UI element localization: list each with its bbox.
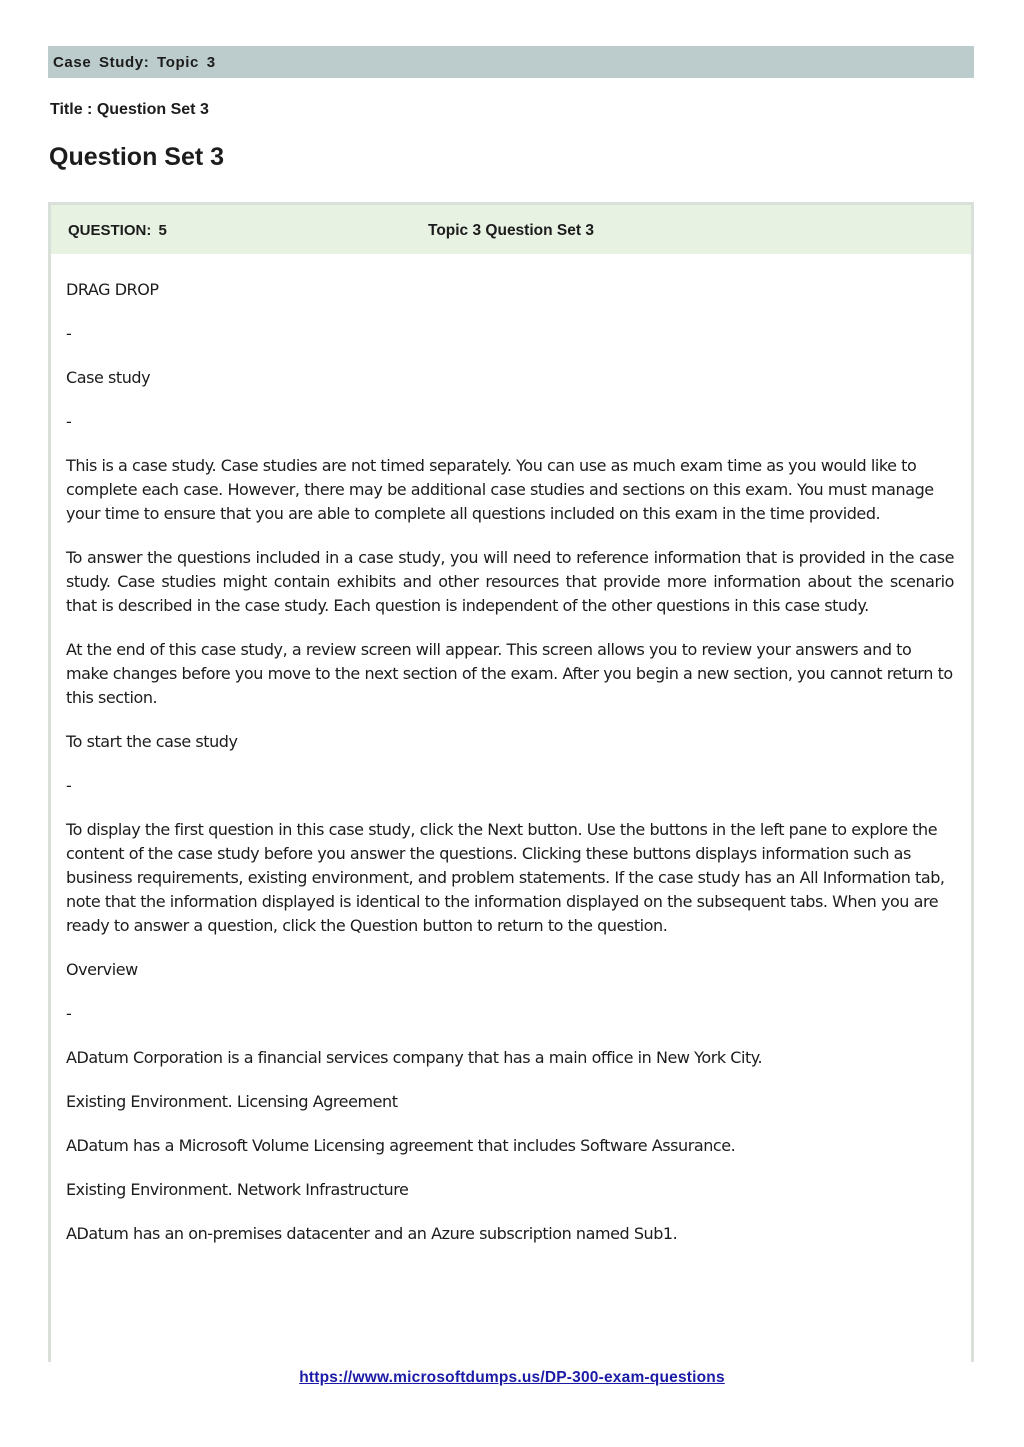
question-number: QUESTION: 5: [68, 222, 167, 239]
paragraph-case-study: Case study: [66, 368, 151, 387]
paragraph-overview-heading: Overview: [66, 960, 138, 979]
question-topic: Topic 3 Question Set 3: [428, 222, 594, 239]
paragraph-licensing: ADatum has a Microsoft Volume Licensing agreement that includes Software Assurance.: [66, 1136, 736, 1155]
paragraph-intro: This is a case study. Case studies are not timed separately. You can use as much exam time as you would like to complete each case. However, there may be additional case studies and sections on this exam. You must manage your time to ensure that you are able to complete all questions included on this exam in the time provided.: [66, 456, 934, 523]
paragraph-start-heading: To start the case study: [66, 732, 238, 751]
footer-link[interactable]: https://www.microsoftdumps.us/DP-300-exam-questions: [299, 1369, 725, 1386]
paragraph-licensing-heading: Existing Environment. Licensing Agreement: [66, 1092, 398, 1111]
paragraph-separator: -: [66, 1004, 72, 1023]
title-line: Title : Question Set 3: [50, 101, 209, 118]
paragraph-separator: -: [66, 776, 72, 795]
paragraph-separator: -: [66, 324, 72, 343]
paragraph-drag-drop: DRAG DROP: [66, 280, 159, 299]
paragraph-separator: -: [66, 412, 72, 431]
paragraph-network-heading: Existing Environment. Network Infrastructure: [66, 1180, 409, 1199]
paragraph-instructions: To display the first question in this case study, click the Next button. Use the buttons in the left pane to explore the content of the case study before you answer the questions. Clicking these buttons displays information such as business requirements, existing environment, and problem statements. If the case study has an All Information tab, note that the information displayed is identical to the information displayed on the subsequent tabs. When you are ready to answer a question, click the Question button to return to the question.: [66, 820, 945, 935]
question-box: [48, 202, 974, 1362]
question-content: [66, 278, 954, 1266]
question-header: [51, 205, 971, 254]
paragraph-answering: To answer the questions included in a case study, you will need to reference information that is provided in the case study. Case studies might contain exhibits and other resources that provide more information about the scenario that is described in the case study. Each question is independent of the other questions in this case study.: [66, 548, 954, 615]
page-title: Question Set 3: [49, 143, 225, 171]
paragraph-overview: ADatum Corporation is a financial services company that has a main office in New York City.: [66, 1048, 763, 1067]
paragraph-review: At the end of this case study, a review screen will appear. This screen allows you to review your answers and to make changes before you move to the next section of the exam. After you begin a new section, you cannot return to this section.: [66, 640, 953, 707]
topic-bar: Case Study: Topic 3: [48, 46, 974, 78]
paragraph-network: ADatum has an on-premises datacenter and an Azure subscription named Sub1.: [66, 1224, 678, 1243]
